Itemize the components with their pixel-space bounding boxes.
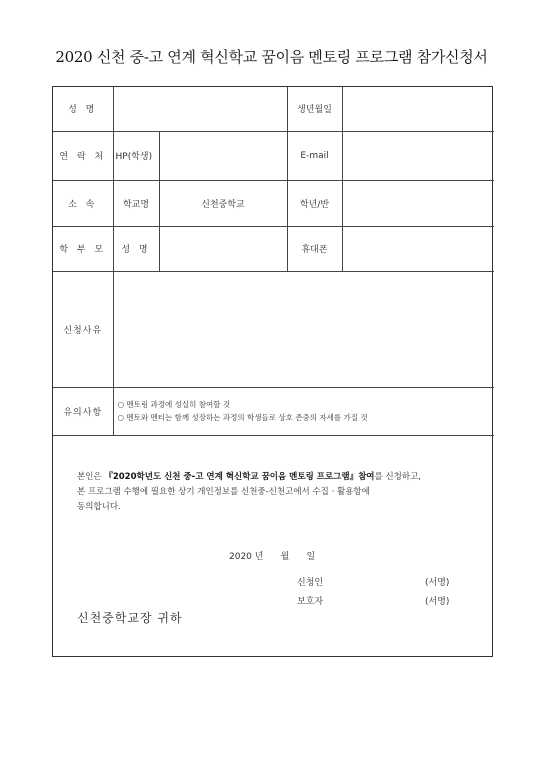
notes-cell [113, 387, 494, 435]
consent-suffix: 를 신청하고, [374, 472, 421, 482]
parent-name-label: 성 명 [113, 226, 159, 271]
applicant-sign-field[interactable]: (서명) [425, 578, 450, 588]
reason-label: 신청사유 [53, 271, 113, 387]
birth-label: 생년월일 [287, 87, 342, 131]
document-title: 2020 신천 중-고 연계 혁신학교 꿈이음 멘토링 프로그램 참가신청서 [55, 48, 488, 66]
parent-name-input-cell[interactable] [159, 226, 287, 271]
contact-label: 연 락 처 [53, 131, 113, 180]
name-label: 성 명 [53, 87, 113, 131]
consent-statement [77, 470, 477, 515]
birth-input-cell[interactable] [342, 87, 494, 131]
note-item: ○ 멘토와 멘티는 함께 성장하는 과정의 학생들로 상호 존중의 자세를 가질 것 [117, 413, 368, 422]
phone-label: HP(학생) [113, 131, 159, 180]
table-row [53, 87, 494, 131]
consent-line-1 [77, 470, 477, 485]
consent-line-2: 본 프로그램 수행에 필요한 상기 개인정보를 신천중-신천고에서 수집 · 활용함에 [77, 487, 370, 497]
application-form [52, 86, 493, 657]
note-item: ○ 멘토링 과정에 성실히 참여할 것 [117, 400, 231, 409]
email-label: E-mail [287, 131, 342, 180]
phone-input-cell[interactable] [159, 131, 287, 180]
date-line: 2020 년 월 일 [229, 552, 316, 562]
guardian-sign-field[interactable]: (서명) [425, 597, 450, 607]
table-row [53, 180, 494, 226]
applicant-label: 신청인 [297, 578, 324, 588]
name-input-cell[interactable] [113, 87, 287, 131]
table-row [53, 387, 494, 435]
mobile-label: 휴대폰 [287, 226, 342, 271]
school-value: 신천중학교 [159, 180, 287, 226]
affiliation-label: 소 속 [53, 180, 113, 226]
table-row [53, 226, 494, 271]
grade-input-cell[interactable] [342, 180, 494, 226]
school-label: 학교명 [113, 180, 159, 226]
reason-input-cell[interactable] [113, 271, 494, 387]
notes-label: 유의사항 [53, 387, 113, 435]
guardian-label: 보호자 [297, 597, 324, 607]
addressee: 신천중학교장 귀하 [77, 611, 183, 625]
mobile-input-cell[interactable] [342, 226, 494, 271]
consent-prefix: 본인은 [77, 472, 105, 482]
table-row [53, 271, 494, 387]
applicant-info-table [53, 87, 494, 436]
email-input-cell[interactable] [342, 131, 494, 180]
grade-label: 학년/반 [287, 180, 342, 226]
parent-label: 학 부 모 [53, 226, 113, 271]
consent-line-3: 동의합니다. [77, 502, 121, 512]
consent-program: 『2020학년도 신천 중-고 연계 혁신학교 꿈이음 멘토링 프로그램』참여 [104, 472, 375, 482]
table-row [53, 131, 494, 180]
